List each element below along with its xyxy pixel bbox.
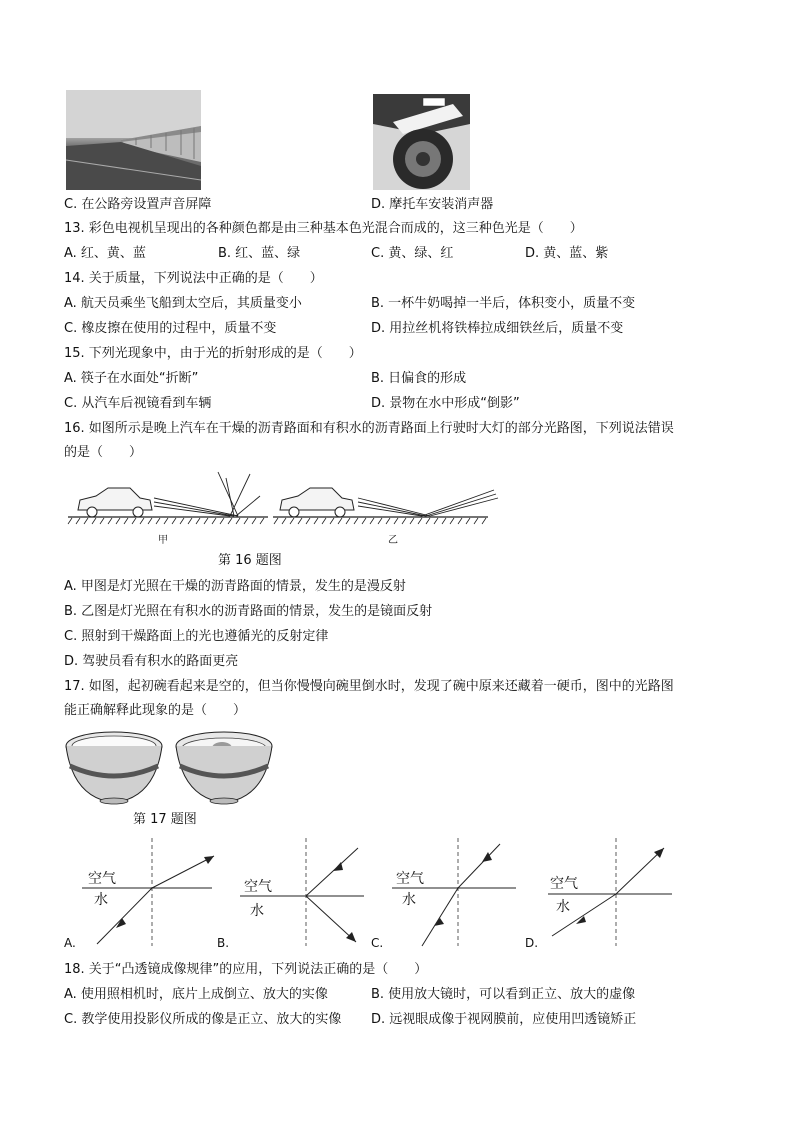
- q14-stem: 14. 关于质量，下列说法中正确的是（ ）: [64, 271, 323, 286]
- q17-caption: 第 17 题图: [133, 812, 197, 827]
- q17-b-water: 水: [250, 903, 264, 919]
- highway-sound-barrier-photo: [66, 90, 201, 190]
- q16-label-jia: 甲: [158, 535, 168, 546]
- ground-hatch-jia: [68, 518, 264, 524]
- q17-d-water: 水: [556, 899, 570, 915]
- q14-option-a: A. 航天员乘坐飞船到太空后，其质量变小: [64, 296, 302, 311]
- q17-option-a-label: A.: [64, 936, 76, 950]
- q16-option-c: C. 照射到干燥路面上的光也遵循光的反射定律: [64, 629, 329, 644]
- q17-b-air: 空气: [244, 879, 272, 895]
- q15-option-d: D. 景物在水中形成“倒影”: [371, 396, 520, 411]
- q18-stem: 18. 关于“凸透镜成像规律”的应用，下列说法正确的是（ ）: [64, 962, 428, 977]
- rays-jia: [154, 472, 260, 516]
- q16-option-b: B. 乙图是灯光照在有积水的沥青路面的情景，发生的是镜面反射: [64, 604, 433, 619]
- q17-d-air: 空气: [550, 876, 578, 892]
- q17-a-water: 水: [94, 892, 108, 908]
- q13-option-c: C. 黄、绿、红: [371, 246, 454, 261]
- empty-bowl-icon: [66, 732, 162, 804]
- q16-caption: 第 16 题图: [218, 553, 282, 568]
- car-jia-icon: [78, 488, 152, 517]
- water-bowl-with-coin-icon: [176, 732, 272, 804]
- q16-stem-line1: 16. 如图所示是晚上汽车在干燥的沥青路面和有积水的沥青路面上行驶时大灯的部分光路图，下列说法错误: [64, 421, 674, 436]
- q17-option-b-label: B.: [217, 936, 230, 950]
- q12-option-d: D. 摩托车安装消声器: [371, 197, 494, 212]
- q14-option-c: C. 橡皮擦在使用的过程中，质量不变: [64, 321, 277, 336]
- q15-stem: 15. 下列光现象中，由于光的折射形成的是（ ）: [64, 346, 362, 361]
- q18-option-b: B. 使用放大镜时，可以看到正立、放大的虚像: [371, 987, 636, 1002]
- q12-option-c: C. 在公路旁设置声音屏障: [64, 197, 212, 212]
- q16-option-d: D. 驾驶员看有积水的路面更亮: [64, 654, 239, 669]
- q17-a-air: 空气: [88, 871, 116, 887]
- q17-option-c-label: C.: [371, 936, 384, 950]
- q15-option-b: B. 日偏食的形成: [371, 371, 467, 386]
- q17-stem-line2: 能正确解释此现象的是（ ）: [64, 703, 247, 718]
- q18-option-a: A. 使用照相机时，底片上成倒立、放大的实像: [64, 987, 328, 1002]
- q16-option-a: A. 甲图是灯光照在干燥的沥青路面的情景，发生的是漫反射: [64, 579, 406, 594]
- q13-option-d: D. 黄、蓝、紫: [525, 246, 609, 261]
- q17-bowls-figure: [64, 728, 274, 806]
- rays-yi: [358, 490, 498, 516]
- car-yi-icon: [280, 488, 354, 517]
- q17-c-water: 水: [402, 892, 416, 908]
- q13-option-a: A. 红、黄、蓝: [64, 246, 146, 261]
- q17-stem-line1: 17. 如图，起初碗看起来是空的，但当你慢慢向碗里倒水时，发现了碗中原来还藏着一硬币，图中的光路图: [64, 679, 674, 694]
- q16-light-path-figure: [68, 470, 508, 530]
- q15-option-c: C. 从汽车后视镜看到车辆: [64, 396, 212, 411]
- q15-option-a: A. 筷子在水面处“折断”: [64, 371, 199, 386]
- q18-option-c: C. 教学使用投影仪所成的像是正立、放大的实像: [64, 1012, 342, 1027]
- q14-option-d: D. 用拉丝机将铁棒拉成细铁丝后，质量不变: [371, 321, 624, 336]
- q17-c-air: 空气: [396, 871, 424, 887]
- q17-option-d-diagram: [548, 838, 678, 948]
- motorcycle-drawing: [373, 94, 470, 190]
- q17-option-d-label: D.: [525, 936, 539, 950]
- q13-option-b: B. 红、蓝、绿: [218, 246, 301, 261]
- ground-hatch-yi: [274, 518, 486, 524]
- q18-option-d: D. 远视眼成像于视网膜前，应使用凹透镜矫正: [371, 1012, 637, 1027]
- q14-option-b: B. 一杯牛奶喝掉一半后，体积变小，质量不变: [371, 296, 636, 311]
- motorcycle-muffler-photo: [373, 94, 470, 190]
- highway-barrier-drawing: [66, 90, 201, 190]
- q13-stem: 13. 彩色电视机呈现出的各种颜色都是由三种基本色光混合而成的，这三种色光是（ ）: [64, 221, 583, 236]
- q16-label-yi: 乙: [388, 535, 398, 546]
- q16-stem-line2: 的是（ ）: [64, 445, 143, 460]
